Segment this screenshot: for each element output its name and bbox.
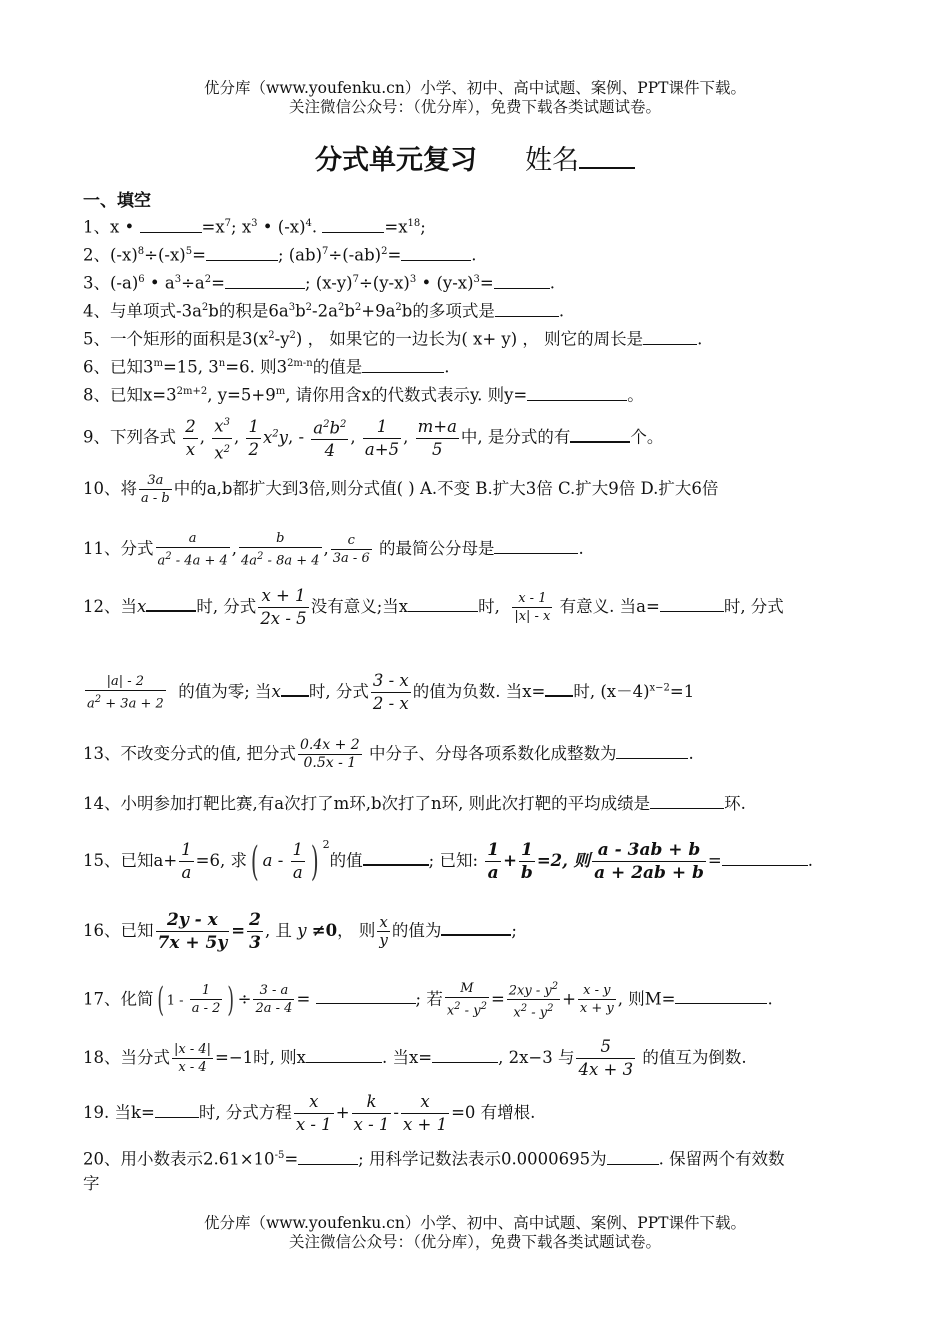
question-18: 18、当分式 $\frac{|x - 4|}{x - 4}$ =−1时, 则x . 当x= , 2x−3 与 $\frac{5}{4x + 3}$ 的值互为倒数.	[83, 1037, 747, 1079]
question-11: 11、分式 $\frac{a}{a^2 - 4a + 4}$ , $\frac{b}{4a^2 - 8a + 4}$ , $\frac{c}{3a - 6}$ 的最简公分母是 .	[83, 531, 584, 569]
question-20: 20、用小数表示$2.61\times 10^{-5}=$ ; 用科学记数法表示0.0000695为 . 保留两个有效数	[83, 1149, 785, 1169]
footer-line-1: 优分库（www.youfenku.cn）小学、初中、高中试题、案例、PPT课件下载。	[203, 1214, 747, 1232]
question-14: 14、小明参加打靶比赛,有a次打了m环,b次打了n环, 则此次打靶的平均成绩是 环.	[83, 794, 746, 813]
question-5: 5、一个矩形的面积是$3(x^2-y^2)$ ， 如果它的一边长为( x+ y) ， 则它的周长是 .	[83, 329, 703, 349]
page-title: 分式单元复习 姓名	[0, 138, 950, 177]
section-heading: 一、填空	[83, 191, 151, 211]
question-2: 2、$(-x)^8\div(-x)^5=$ ; $(ab)^7\div(-ab)^2=$ .	[83, 245, 477, 265]
question-15: 15、已知a+ $\frac{1}{a}$ =6, 求( a - $\frac{1}{a}$ ) $^2$的值 ; 已知: $\frac{1}{a}$ + $\frac{1}{b}$ =2, 则 $\frac{a - 3ab + b}{a + 2ab + b}$ = .	[83, 838, 813, 885]
question-9: 9、下列各式 $\frac{2}{x}$ , $\frac{x^3}{x^2}$ , $\frac{1}{2}$ $x^2y$, - $\frac{a^2b^2}{4}$ , $\frac{1}{a+5}$ , $\frac{m+a}{5}$ 中, 是分式的有 个。	[83, 412, 663, 464]
question-12-cont: $\frac{|a| - 2}{a^2 + 3a + 2}$ 的值为零; 当x 时, 分式 $\frac{3 - x}{2 - x}$ 的值为负数. 当x= 时, $(x-4)^{x-2}=1$	[87, 671, 695, 713]
question-1: 1、x • $=x^7$; $x^3$ • $(-x)^4$. $=x^{18}$;	[83, 217, 426, 237]
question-10: 10、将 $\frac{3a}{a - b}$ 中的a,b都扩大到3倍,则分式值( ) A.不变 B.扩大3倍 C.扩大9倍 D.扩大6倍	[83, 473, 719, 506]
question-3: 3、$(-a)^6$ • $a^3\div a^2=$ ; $(x-y)^7\div(y-x)^3$ • $(y-x)^3=$ .	[83, 273, 555, 293]
question-13: 13、不改变分式的值, 把分式 $\frac{0.4x + 2}{0.5x - 1}$ 中分子、分母各项系数化成整数为 .	[83, 737, 694, 771]
question-8: 8、已知$x=3^{2m+2}$, $y=5+9^m$, 请你用含x的代数式表示y. 则y= 。	[83, 385, 644, 405]
question-17: 17、化简( 1 - $\frac{1}{a - 2}$ ) ÷ $\frac{3 - a}{2a - 4}$ = ; 若 $\frac{M}{x^2 - y^2}$ = $\frac{2xy - y^2}{x^2 - y^2}$ + $\frac{x - y}{x + y}$ , 则M= .	[83, 979, 773, 1021]
question-4: 4、与单项式$-3a^2b$的积是$6a^3b^2-2a^2b^2+9a^2b$的多项式是 .	[83, 301, 565, 321]
question-16: 16、已知 $\frac{2y - x}{7x + 5y}$ = $\frac{2}{3}$ , 且 y ≠0， 则 $\frac{x}{y}$ 的值为 ;	[83, 910, 517, 953]
question-6: 6、已知$3^m=15$, $3^n=6$. 则$3^{2m-n}$的值是 .	[83, 357, 450, 377]
name-field: 姓名	[525, 145, 635, 176]
question-12: 12、当x 时, 分式 $\frac{x + 1}{2x - 5}$ 没有意义;当x 时, $\frac{x - 1}{|x| - x}$ 有意义. 当a= 时, 分式	[83, 586, 784, 628]
header-line-1: 优分库（www.youfenku.cn）小学、初中、高中试题、案例、PPT课件下载。	[203, 79, 747, 97]
question-20-cont: 字	[83, 1174, 100, 1193]
footer-line-2: 关注微信公众号：（优分库），免费下载各类试题试卷。	[288, 1233, 661, 1251]
header-line-2: 关注微信公众号：（优分库），免费下载各类试题试卷。	[288, 98, 661, 116]
question-19: 19. 当k= 时, 分式方程 $\frac{x}{x - 1}$ + $\frac{k}{x - 1}$ - $\frac{x}{x + 1}$ =0 有增根.	[83, 1092, 536, 1134]
